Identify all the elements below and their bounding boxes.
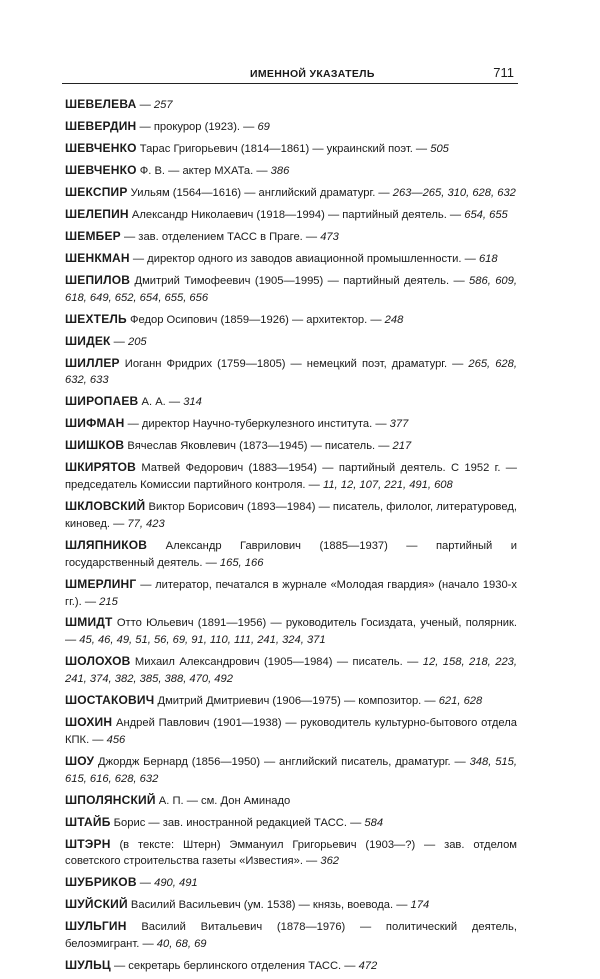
entry-text: Борис — зав. иностранной редакцией ТАСС. — <box>110 816 365 829</box>
entry-name: ШМЕРЛИНГ <box>65 576 137 591</box>
entry-name: ШУЛЬЦ <box>65 958 111 973</box>
index-entry <box>65 714 517 749</box>
entry-name: ШМИДТ <box>65 615 113 630</box>
entry-pages: 377 <box>389 418 409 431</box>
index-entry <box>65 272 517 307</box>
index-entry <box>65 206 517 224</box>
entry-name: ШЕКСПИР <box>65 184 128 199</box>
entry-pages: 472 <box>358 960 378 973</box>
entry-name: ШЕЛЕПИН <box>65 206 129 221</box>
entry-name: ШЕХТЕЛЬ <box>65 311 127 326</box>
entry-text: — <box>110 335 128 348</box>
entry-name: ШЕВЕРДИН <box>65 118 137 133</box>
entry-name: ШУБРИКОВ <box>65 875 137 890</box>
index-entry <box>65 311 517 329</box>
index-entry <box>65 692 517 710</box>
entry-text: Андрей Павлович (1901—1938) — руководитель культурно-бытового отдела КПК. — <box>65 717 517 746</box>
entry-name: ШУЛЬГИН <box>65 919 127 934</box>
index-entry <box>65 140 517 158</box>
entry-name: ШПОЛЯНСКИЙ <box>65 792 156 807</box>
index-entry <box>65 184 517 202</box>
entry-pages: 257 <box>153 99 173 111</box>
entry-text: Тарас Григорьевич (1814—1861) — украинский поэт. — <box>136 142 431 155</box>
entry-text: — директор Научно-туберкулезного института. — <box>124 418 390 431</box>
entry-name: ШЕНКМАН <box>65 250 130 265</box>
entry-text: Виктор Борисович (1893—1984) — писатель, филолог, литературовед, киновед. — <box>65 501 517 530</box>
entry-text: Дмитрий Тимофеевич (1905—1995) — партийный деятель. — <box>130 274 470 287</box>
index-entry <box>65 836 517 871</box>
entry-text: — <box>136 99 154 111</box>
index-entry <box>65 437 517 455</box>
entry-text: Уильям (1564—1616) — английский драматург. — <box>127 186 393 199</box>
entry-pages: 618 <box>478 252 498 265</box>
page-number: 711 <box>493 65 514 80</box>
index-entry <box>65 228 517 246</box>
index-entry <box>65 792 517 810</box>
entry-pages: 40, 68, 69 <box>156 938 207 951</box>
entry-text: Ф. В. — актер МХАТа. — <box>136 164 271 177</box>
index-entry <box>65 753 517 788</box>
entry-text: Александр Николаевич (1918—1994) — партийный деятель. — <box>128 208 465 221</box>
entry-text: Василий Витальевич (1878—1976) — политический деятель, белоэмигрант. — <box>65 921 517 951</box>
entry-pages: 265, 628, 632, 633 <box>65 357 517 387</box>
entry-name: ШИШКОВ <box>65 438 125 453</box>
entry-pages: 248 <box>384 313 404 326</box>
entry-text: Дмитрий Дмитриевич (1906—1975) — композитор. — <box>154 695 439 708</box>
entry-text: А. П. — см. Дон Аминадо <box>155 794 291 807</box>
entry-text: — директор одного из заводов авиационной промышленности. — <box>129 252 479 265</box>
entry-name: ШЕВЕЛЕВА <box>65 97 137 111</box>
entry-pages: 362 <box>320 855 340 868</box>
entry-pages: 490, 491 <box>154 877 198 890</box>
entry-pages: 314 <box>183 396 202 409</box>
entry-name: ШИРОПАЕВ <box>65 394 139 409</box>
entry-name: ШОХИН <box>65 715 113 730</box>
index-entry <box>65 393 517 411</box>
entry-text: — литератор, печатался в журнале «Молодая гвардия» (начало 1930-х гг.). — <box>65 578 517 608</box>
index-entry <box>65 653 517 688</box>
index-entry <box>65 576 517 611</box>
entry-name: ШКИРЯТОВ <box>65 460 136 475</box>
entry-text: — <box>136 877 155 890</box>
index-entry <box>65 896 517 914</box>
entry-pages: 473 <box>320 230 339 243</box>
running-head: ИМЕННОЙ УКАЗАТЕЛЬ <box>250 68 375 80</box>
entry-pages: 205 <box>127 335 147 348</box>
index-entry <box>65 459 517 494</box>
entry-pages: 386 <box>270 164 290 177</box>
entry-text: Иоганн Фридрих (1759—1805) — немецкий поэт, драматург. — <box>119 357 469 370</box>
entry-name: ШУЙСКИЙ <box>65 897 128 912</box>
entry-pages: 77, 423 <box>127 517 165 530</box>
entry-name: ШЕВЧЕНКО <box>65 162 137 177</box>
index-entry <box>65 814 517 832</box>
entry-name: ШЕМБЕР <box>65 228 121 243</box>
entry-text: — зав. отделением ТАСС в Праге. — <box>120 230 321 243</box>
entry-text: — секретарь берлинского отделения ТАСС. — <box>110 960 359 973</box>
index-entry <box>65 250 517 268</box>
entry-name: ШОСТАКОВИЧ <box>65 693 155 708</box>
entry-pages: 263—265, 310, 628, 632 <box>392 186 516 199</box>
entry-text: Вячеслав Яковлевич (1873—1945) — писатель. — <box>124 440 393 453</box>
entry-pages: 456 <box>106 733 126 746</box>
entry-name: ШИФМАН <box>65 416 125 431</box>
entry-name: ШОУ <box>65 753 95 768</box>
entry-name: ШКЛОВСКИЙ <box>65 499 146 514</box>
entry-name: ШОЛОХОВ <box>65 654 131 669</box>
index-entry <box>65 918 517 953</box>
entry-text: (в тексте: Штерн) Эммануил Григорьевич (1903—?) — зав. отделом советского строительства газеты «Известия». — <box>65 838 517 868</box>
index-entry <box>65 537 517 572</box>
entry-name: ШИДЕК <box>65 333 111 348</box>
entry-name: ШЕПИЛОВ <box>65 272 131 287</box>
entry-text: Александр Гаврилович (1885—1937) — партийный и государственный деятель. — <box>65 539 517 569</box>
entry-pages: 11, 12, 107, 221, 491, 608 <box>322 479 453 492</box>
entry-text: Джордж Бернард (1856—1950) — английский писатель, драматург. — <box>94 755 470 768</box>
entry-name: ШИЛЛЕР <box>65 355 120 370</box>
entry-text: Матвей Федорович (1883—1954) — партийный деятель. С 1952 г. — председатель Комиссии партийного контроля. — <box>65 462 517 492</box>
index-entries <box>65 96 517 979</box>
entry-text: Михаил Александрович (1905—1984) — писатель. — <box>130 656 423 669</box>
entry-name: ШТЭРН <box>65 836 111 851</box>
entry-text: Василий Васильевич (ум. 1538) — князь, воевода. — <box>127 899 411 912</box>
index-entry <box>65 415 517 433</box>
index-entry <box>65 355 517 390</box>
entry-text: Федор Осипович (1859—1926) — архитектор. — <box>126 313 385 326</box>
entry-text: Отто Юльевич (1891—1956) — руководитель Госиздата, ученый, полярник. — <box>65 617 517 647</box>
index-entry <box>65 498 517 533</box>
entry-pages: 348, 515, 615, 616, 628, 632 <box>65 755 517 785</box>
index-entry <box>65 162 517 180</box>
entry-pages: 217 <box>392 440 412 453</box>
entry-text: — прокурор (1923). — <box>136 120 258 133</box>
index-entry <box>65 333 517 351</box>
entry-pages: 586, 609, 618, 649, 652, 654, 655, 656 <box>65 274 517 304</box>
index-entry <box>65 874 517 892</box>
entry-pages: 69 <box>257 120 270 133</box>
index-entry <box>65 957 517 975</box>
entry-text: А. А. — <box>138 396 184 409</box>
index-entry <box>65 96 517 114</box>
index-entry <box>65 118 517 136</box>
entry-pages: 174 <box>410 899 430 912</box>
entry-name: ШТАЙБ <box>65 814 111 829</box>
entry-pages: 165, 166 <box>219 556 264 569</box>
entry-pages: 505 <box>430 142 449 155</box>
entry-pages: 45, 46, 49, 51, 56, 69, 91, 110, 111, 241, 324, 371 <box>79 634 326 647</box>
entry-pages: 654, 655 <box>464 208 508 221</box>
entry-pages: 12, 158, 218, 223, 241, 374, 382, 385, 388, 470, 492 <box>65 656 517 686</box>
entry-name: ШЛЯПНИКОВ <box>65 537 148 552</box>
index-entry <box>65 614 517 649</box>
entry-pages: 215 <box>99 595 118 608</box>
entry-name: ШЕВЧЕНКО <box>65 140 137 155</box>
entry-pages: 584 <box>364 816 384 829</box>
entry-pages: 621, 628 <box>438 695 483 708</box>
page-header <box>62 65 518 84</box>
